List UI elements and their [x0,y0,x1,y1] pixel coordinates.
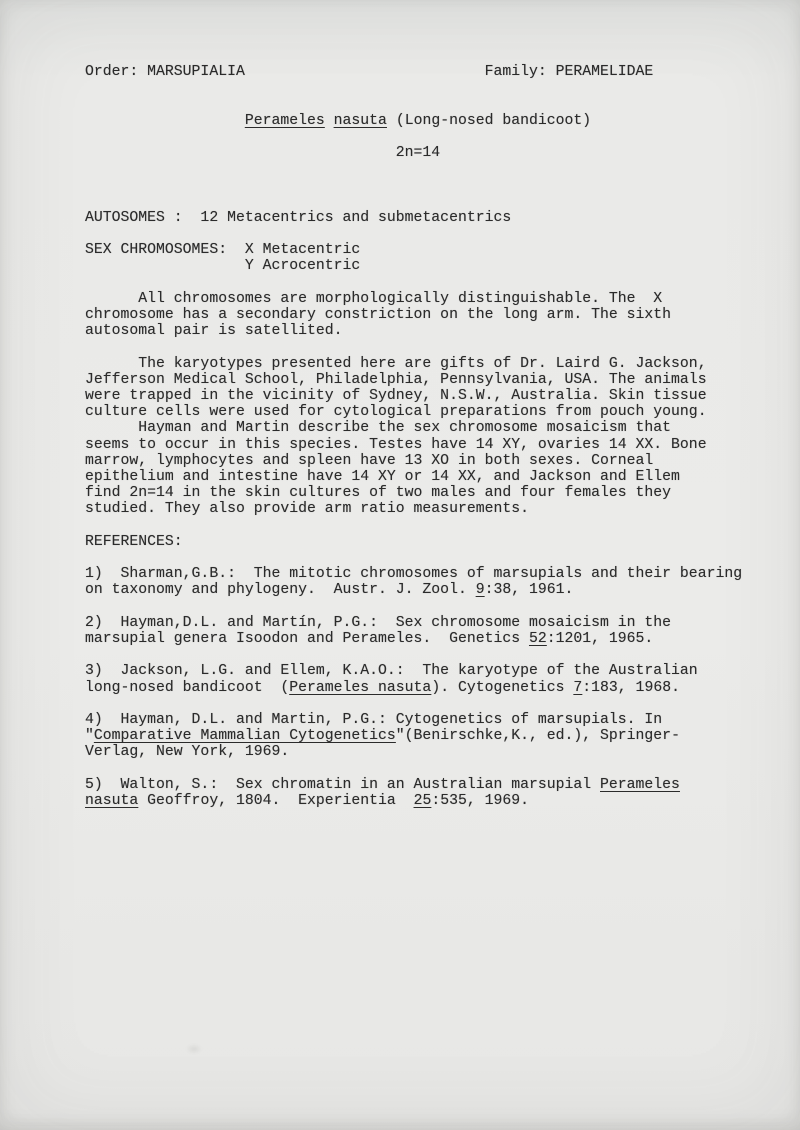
reference-2-line-2: marsupial genera Isoodon and Perameles. Genetics 52:1201, 1965. [85,631,654,647]
paragraph-1-line-3: autosomal pair is satellited. [85,323,343,340]
reference-5-line-1: 5) Walton, S.: Sex chromatin in an Australian marsupial Perameles [85,776,680,793]
reference-1-line-2: on taxonomy and phylogeny. Austr. J. Zool. 9:38, 1961. [85,582,574,599]
diploid-number-line: 2n=14 [85,145,441,161]
sex-chromosomes-y-line: Y Acrocentric [85,258,361,275]
reference-4-line-2: "Comparative Mammalian Cytogenetics"(Benirschke,K., ed.), Springer- [85,728,680,745]
reference-4-line-3: Verlag, New York, 1969. [85,744,290,761]
paragraph-3-line-6: studied. They also provide arm ratio measurements. [85,501,529,518]
references-heading-line: REFERENCES: [85,533,183,550]
species-title-line: Perameles nasuta (Long-nosed bandicoot) [244,112,592,129]
reference-4-line-1: 4) Hayman, D.L. and Martin, P.G.: Cytogenetics of marsupials. In [85,712,663,728]
paragraph-2-line-1: The karyotypes presented here are gifts of Dr. Laird G. Jackson, [85,355,707,372]
paragraph-1-line-1: All chromosomes are morphologically distinguishable. The X [85,290,663,307]
paragraph-3-line-3: marrow, lymphocytes and spleen have 13 XO in both sexes. Corneal [85,452,654,469]
paragraph-3-line-4: epithelium and intestine have 14 XY or 14 XX, and Jackson and Ellem [85,469,680,485]
reference-3-line-2: long-nosed bandicoot (Perameles nasuta). Cytogenetics 7:183, 1968. [85,679,680,696]
reference-3-line-1: 3) Jackson, L.G. and Ellem, K.A.O.: The karyotype of the Australian [85,663,698,680]
sex-chromosomes-x-line: SEX CHROMOSOMES: X Metacentric [85,242,361,259]
autosomes-line: AUTOSOMES : 12 Metacentrics and submetacentrics [85,209,512,226]
paragraph-3-line-1: Hayman and Martin describe the sex chromosome mosaicism that [85,420,672,437]
paragraph-2-line-4: culture cells were used for cytological preparations from pouch young. [85,404,707,421]
paragraph-1-line-2: chromosome has a secondary constriction on the long arm. The sixth [85,307,672,323]
reference-2-line-1: 2) Hayman,D.L. and Martín, P.G.: Sex chromosome mosaicism in the [85,614,672,631]
paper-smudge [186,1044,202,1054]
reference-5-line-2: nasuta Geoffroy, 1804. Experientia 25:535, 1969. [85,793,530,809]
paragraph-3-line-2: seems to occur in this species. Testes have 14 XY, ovaries 14 XX. Bone [85,436,707,453]
paragraph-2-line-2: Jefferson Medical School, Philadelphia, Pennsylvania, USA. The animals [85,371,707,388]
paragraph-2-line-3: were trapped in the vicinity of Sydney, N.S.W., Australia. Skin tissue [85,388,707,404]
header-line: Order: MARSUPIALIA Family: PERAMELIDAE [85,64,654,80]
paragraph-3-line-5: find 2n=14 in the skin cultures of two males and four females they [85,485,672,502]
reference-1-line-1: 1) Sharman,G.B.: The mitotic chromosomes of marsupials and their bearing [85,566,743,583]
